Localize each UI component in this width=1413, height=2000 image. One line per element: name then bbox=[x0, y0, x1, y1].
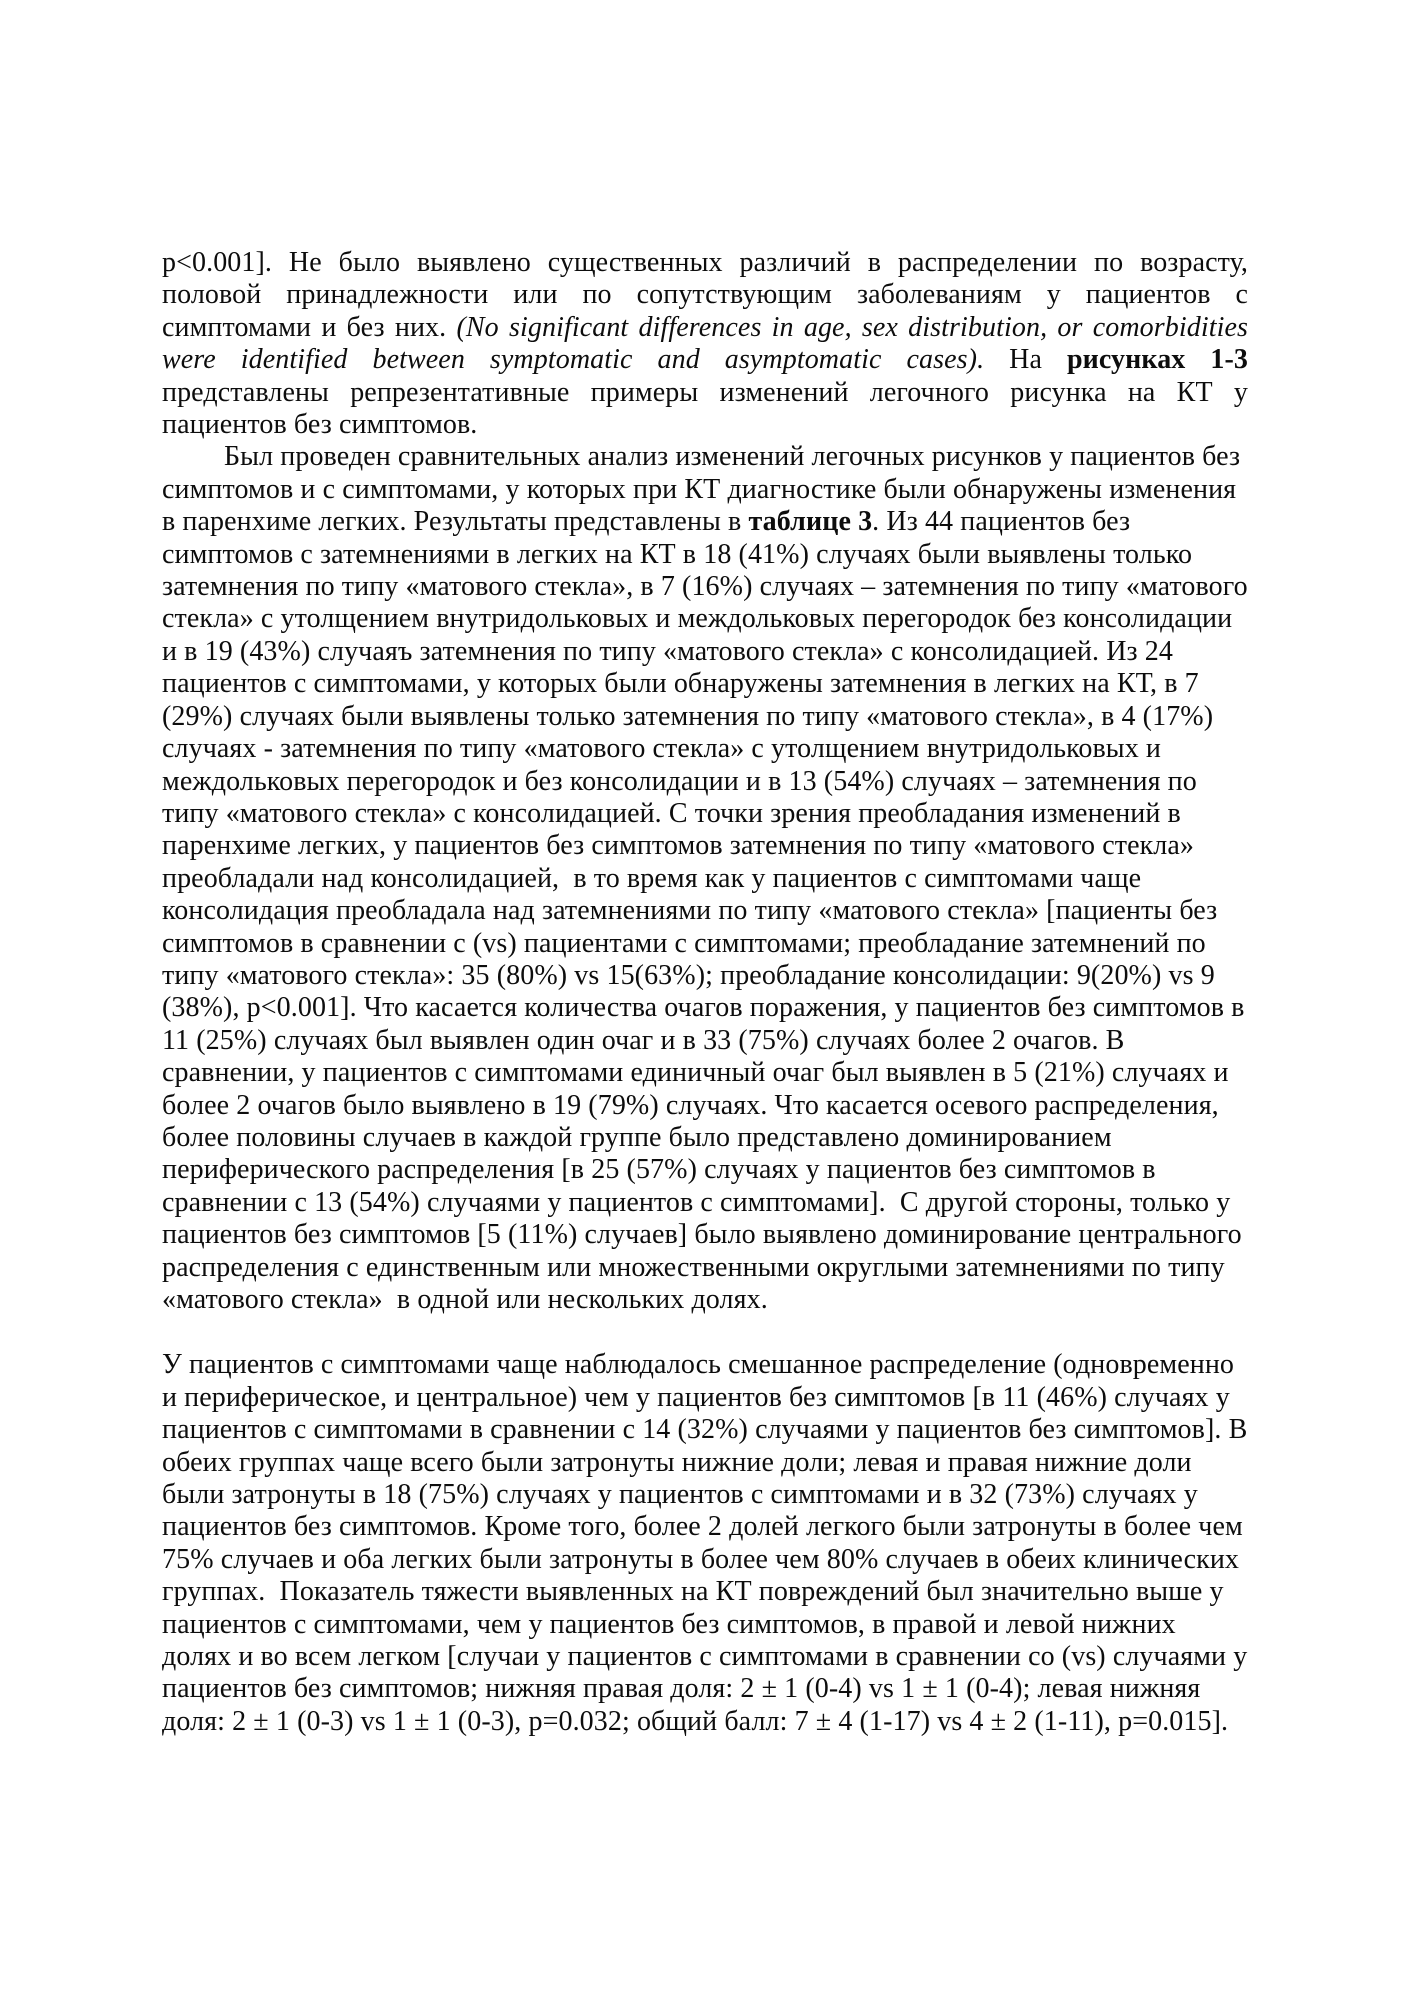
text-run: У пациентов с симптомами чаще наблюдалось смешанное распределение (одновременно и периферическое, и центральное) чем у пациентов без симптомов [в 11 (46%) случаях у пациентов с симптомами в сравнении с 14 (32%) случаями у пациентов без симптомов]. В обеих группах чаще всего были затронуты нижние доли; левая и правая нижние доли были затронуты в 18 (75%) случаях у пациентов с симптомами и в 32 (73%) случаях у пациентов без симптомов. Кроме того, более 2 долей легкого были затронуты в более чем 75% случаев и оба легких были затронуты в более чем 80% случаев в обеих клинических группах. Показатель тяжести выявленных на КТ повреждений был значительно выше у пациентов с симптомами, чем у пациентов без симптомов, в правой и левой нижних долях и во всем легком [случаи у пациентов с симптомами в сравнении со (vs) случаями у пациентов без симптомов; нижняя правая доля: 2 ± 1 (0-4) vs 1 ± 1 (0-4); левая нижняя доля: 2 ± 1 (0-3) vs 1 ± 1 (0-3), p=0.032; общий балл: 7 ± 4 (1-17) vs 4 ± 2 (1-11), p=0.015]. bbox=[162, 1349, 1255, 1737]
paragraph bbox=[162, 247, 1248, 441]
text-run: таблице 3 bbox=[748, 506, 873, 538]
text-run: Был проведен сравнительных анализ изменений легочных рисунков у пациентов без симптомов и с симптомами, у которых при КТ диагностике были обнаружены изменения в паренхиме легких. Результаты представлены в bbox=[162, 441, 1248, 538]
text-run: представлены репрезентативные примеры изменений легочного рисунка на КТ у пациентов без симптомов. bbox=[162, 376, 1248, 441]
paragraph bbox=[162, 1349, 1255, 1738]
text-run: p<0.001]. Не было выявлено существенных различий в распределении по возрасту, половой принадлежности или по сопутствующим заболеваниям у пациентов с симптомами и без них. bbox=[162, 247, 1248, 343]
text-run: рисунках 1-3 bbox=[1066, 344, 1248, 376]
text-run: На bbox=[984, 344, 1067, 376]
text-run: . Из 44 пациентов без симптомов с затемнениями в легких на КТ в 18 (41%) случаях были выявлены только затемнения по типу «матового стекла», в 7 (16%) случаях – затемнения по типу «матового стекла» с утолщением внутридольковых и междольковых перегородок без консолидации и в 19 (43%) случаяъ затемнения по типу «матового стекла» с консолидацией. Из 24 пациентов с симптомами, у которых были обнаружены затемнения в легких на КТ, в 7 (29%) случаях были выявлены только затемнения по типу «матового стекла», в 4 (17%) случаях - затемнения по типу «матового стекла» с утолщением внутридольковых и междольковых перегородок и без консолидации и в 13 (54%) случаях – затемнения по типу «матового стекла» с консолидацией. С точки зрения преобладания изменений в паренхиме легких, у пациентов без симптомов затемнения по типу «матового стекла» преобладали над консолидацией, в то время как у пациентов с симптомами чаще консолидация преобладала над затемнениями по типу «матового стекла» [пациенты без симптомов в сравнении с (vs) пациентами с симптомами; преобладание затемнений по типу «матового стекла»: 35 (80%) vs 15(63%); преобладание консолидации: 9(20%) vs 9 (38%), p<0.001]. Что касается количества очагов поражения, у пациентов без симптомов в 11 (25%) случаях был выявлен один очаг и в 33 (75%) случаях более 2 очагов. В сравнении, у пациентов с симптомами единичный очаг был выявлен в 5 (21%) случаях и более 2 очагов было выявлено в 19 (79%) случаях. Что касается осевого распределения, более половины случаев в каждой группе было представлено доминированием периферического распределения [в 25 (57%) случаях у пациентов без симптомов в сравнении с 13 (54%) случаями у пациентов с симптомами]. С другой стороны, только у пациентов без симптомов [5 (11%) случаев] было выявлено доминирование центрального распределения с единственным или множественными округлыми затемнениями по типу «матового стекла» в одной или нескольких долях. bbox=[162, 506, 1255, 1315]
document-body bbox=[162, 247, 1255, 1738]
text-run: (No significant differences in age, sex distribution, or comorbidities were identified between symptomatic and asymptomatic cases). bbox=[162, 311, 1249, 376]
paragraph bbox=[162, 441, 1255, 1316]
